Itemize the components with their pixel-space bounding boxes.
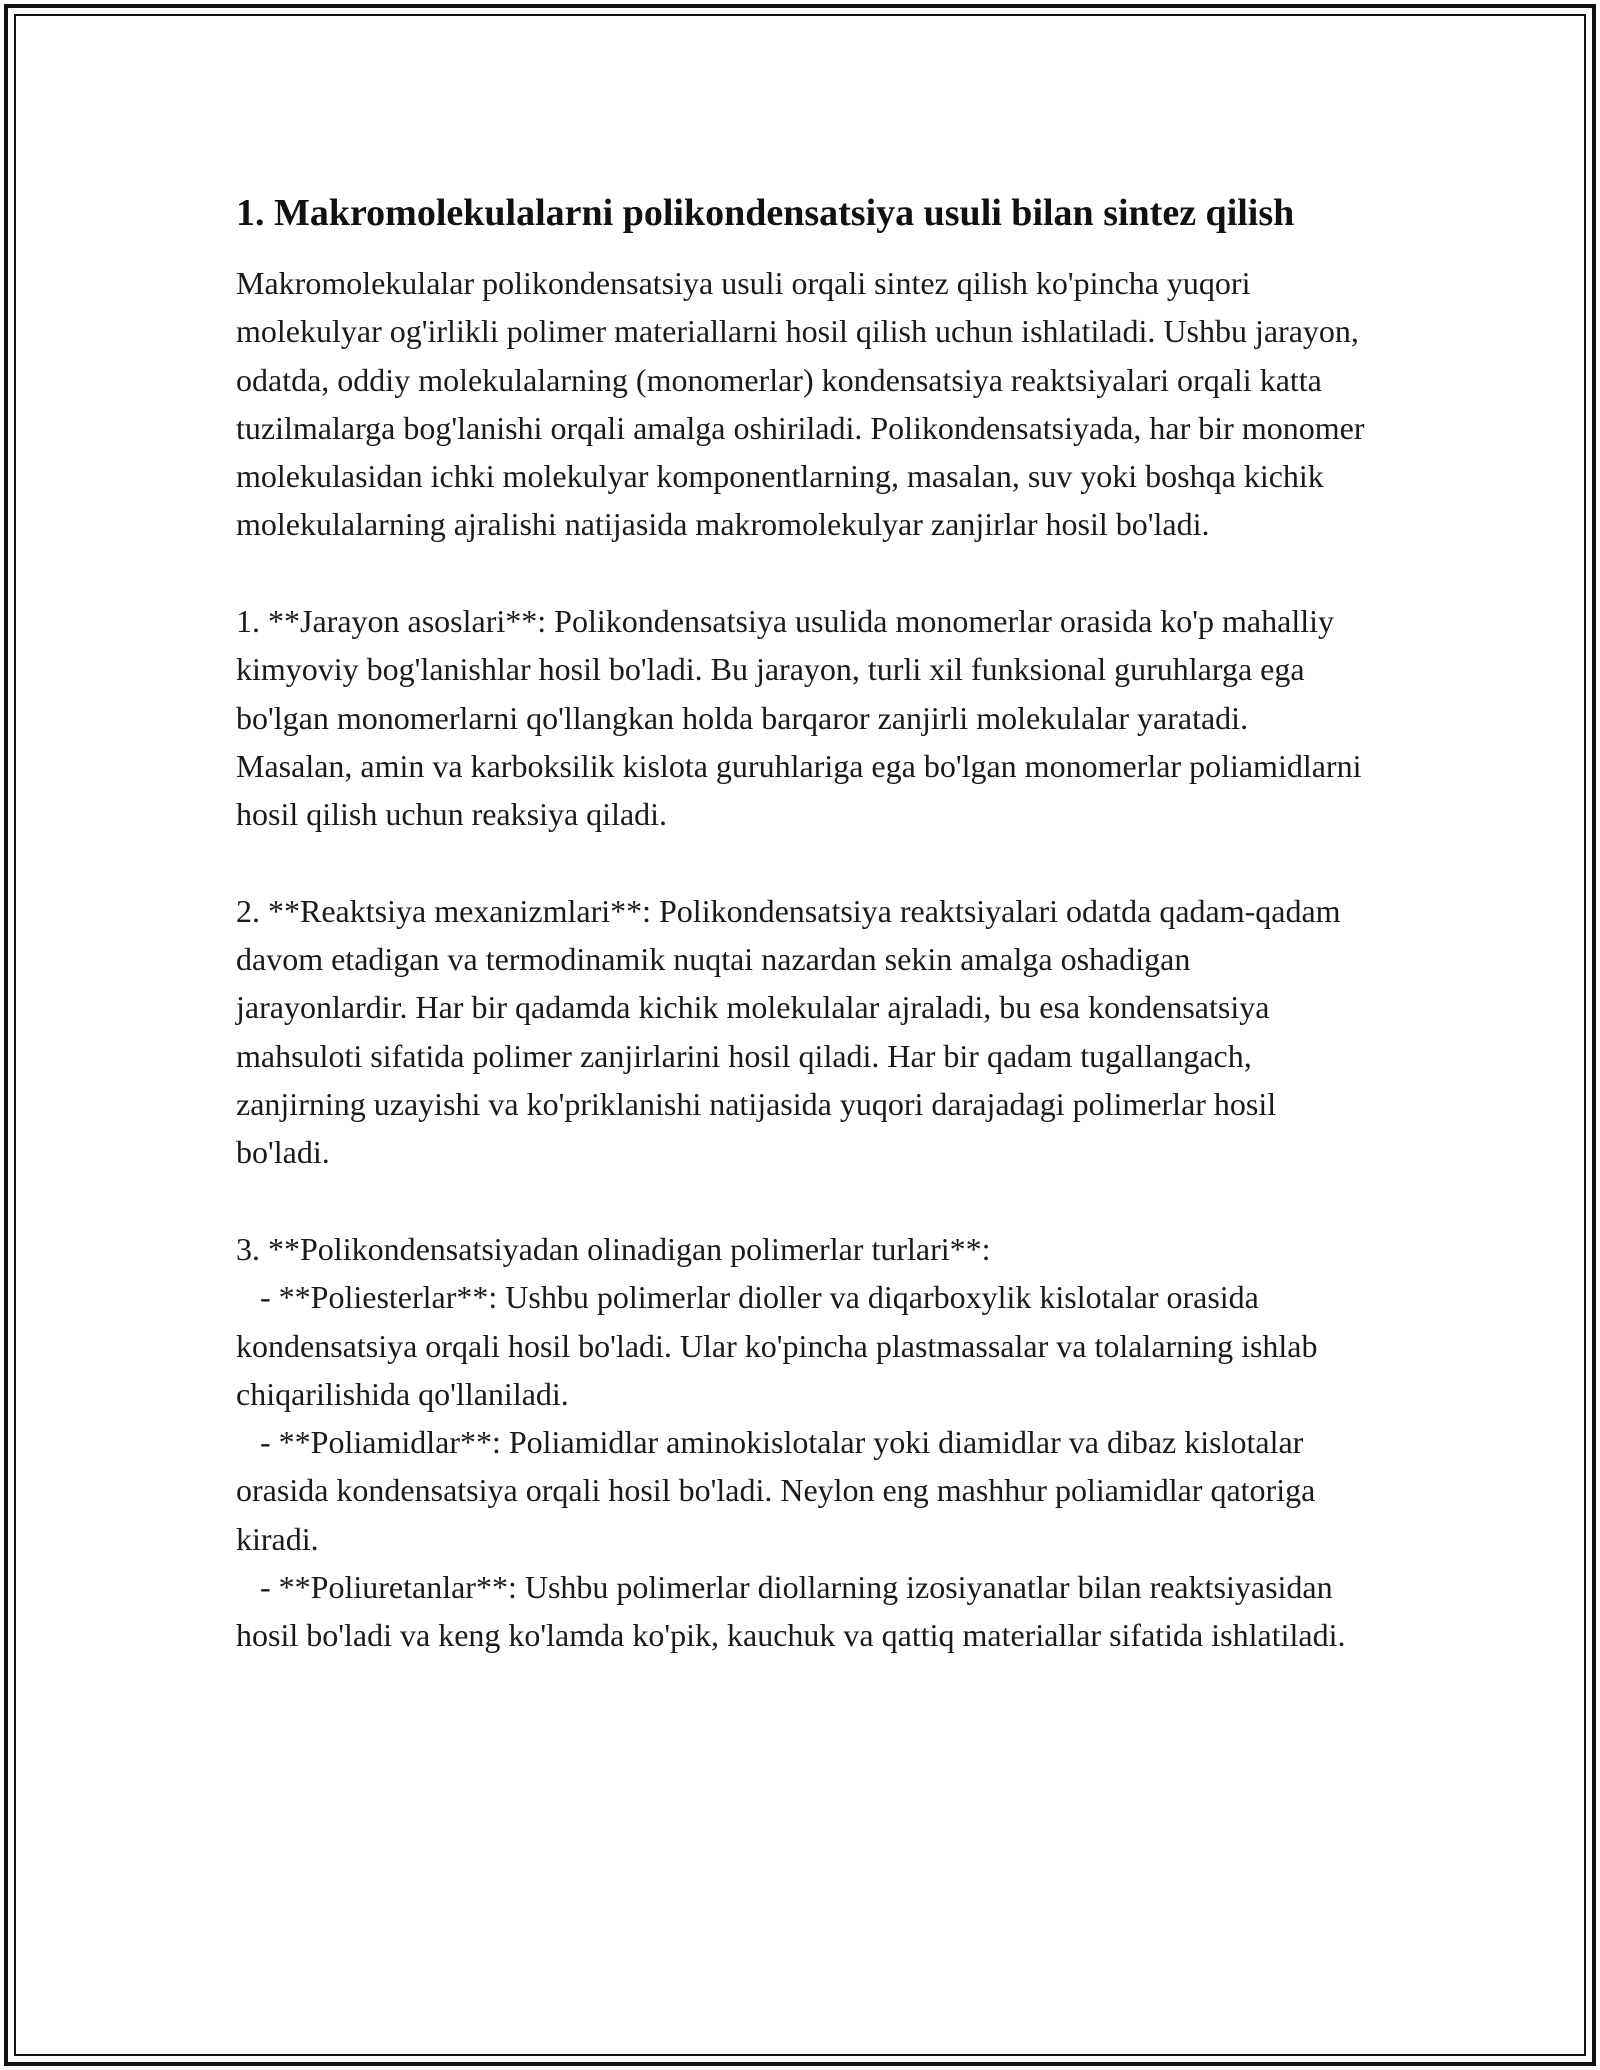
document-title: 1. Makromolekulalarni polikondensatsiya usuli bilan sintez qilish (236, 192, 1295, 234)
document-page (236, 186, 1366, 1660)
document-body: Makromolekulalar polikondensatsiya usuli orqali sintez qilish ko'pincha yuqori molekulyar og'irlikli polimer materiallarni hosil qilish uchun ishlatiladi. Ushbu jarayon, odatda, oddiy molekulalarning (monomerlar) kondensatsiya reaktsiyalari orqali katta tuzilmalarga bog'lanishi orqali amalga oshiriladi. Polikondensatsiyada, har bir monomer molekulasidan ichki molekulyar komponentlarning, masalan, suv yoki boshqa kichik molekulalarning ajralishi natijasida makromolekulyar zanjirlar hosil bo'ladi. 1. **Jarayon asoslari**: Polikondensatsiya usulida monomerlar orasida ko'p mahalliy kimyoviy bog'lanishlar hosil bo'ladi. Bu jarayon, turli xil funksional guruhlarga ega bo'lgan monomerlarni qo'llangkan holda barqaror zanjirli molekulalar yaratadi. Masalan, amin va karboksilik kislota guruhlariga ega bo'lgan monomerlar poliamidlarni hosil qilish uchun reaksiya qiladi. 2. **Reaktsiya mexanizmlari**: Polikondensatsiya reaktsiyalari odatda qadam-qadam davom etadigan va termodinamik nuqtai nazardan sekin amalga oshadigan jarayonlardir. Har bir qadamda kichik molekulalar ajraladi, bu esa kondensatsiya mahsuloti sifatida polimer zanjirlarini hosil qiladi. Har bir qadam tugallangach, zanjirning uzayishi va ko'priklanishi natijasida yuqori darajadagi polimerlar hosil bo'ladi. 3. **Polikondensatsiyadan olinadigan polimerlar turlari**: - **Poliesterlar**: Ushbu polimerlar dioller va diqarboxylik kislotalar orasida kondensatsiya orqali hosil bo'ladi. Ular ko'pincha plastmassalar va tolalarning ishlab chiqarilishida qo'llaniladi. - **Poliamidlar**: Poliamidlar aminokislotalar yoki diamidlar va dibaz kislotalar orasida kondensatsiya orqali hosil bo'ladi. Neylon eng mashhur poliamidlar qatoriga kiradi. - **Poliuretanlar**: Ushbu polimerlar diollarning izosiyanatlar bilan reaktsiyasidan hosil bo'ladi va keng ko'lamda ko'pik, kauchuk va qattiq materiallar sifatida ishlatiladi. (236, 265, 1365, 1654)
